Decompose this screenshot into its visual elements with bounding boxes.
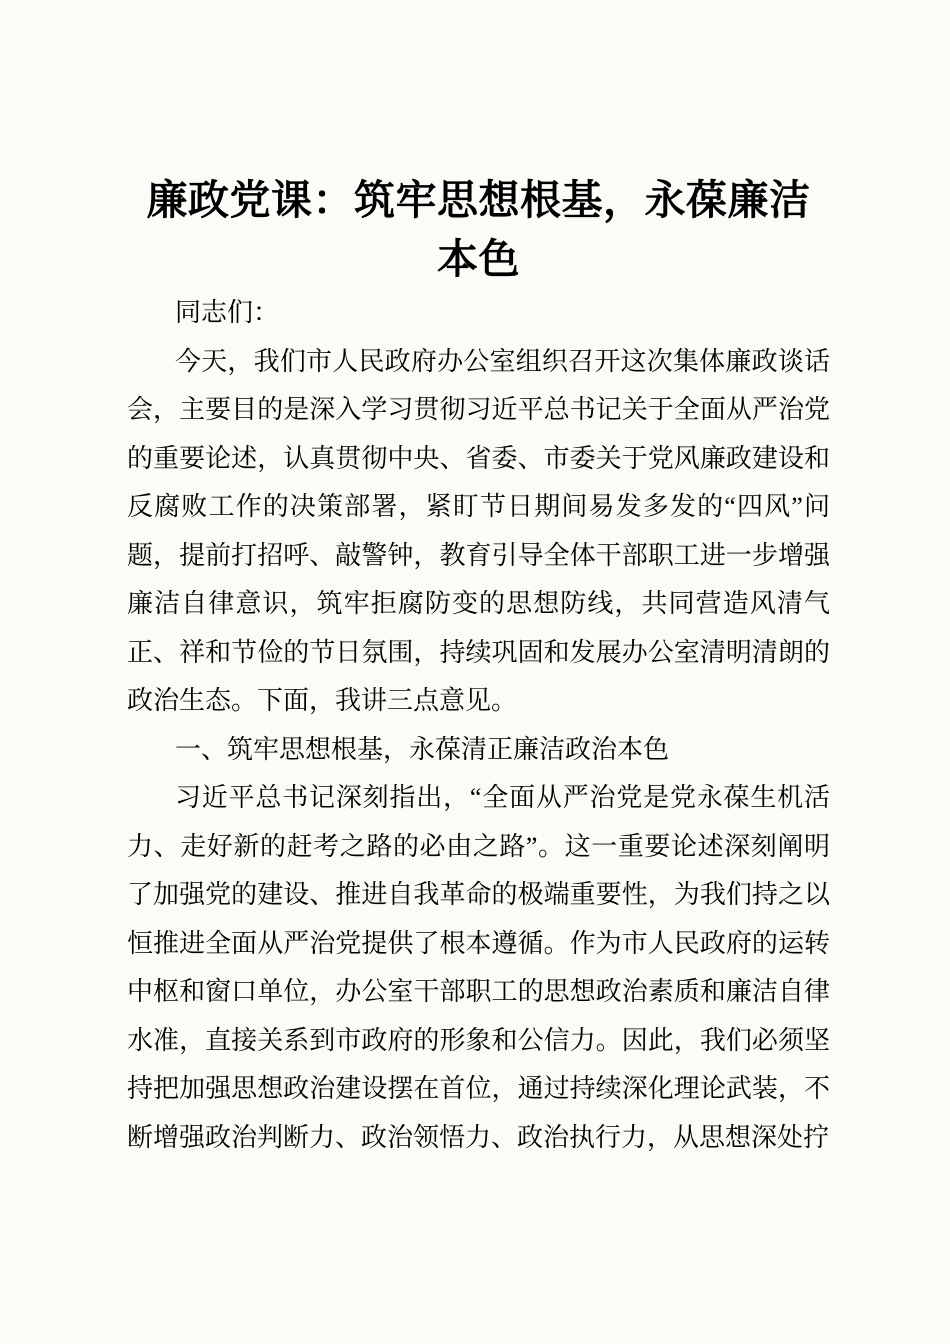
paragraph-salutation: 同志们： — [175, 298, 280, 327]
section-heading-1: 一、筑牢思想根基，永葆清正廉洁政治本色 — [175, 734, 670, 764]
paragraph-intro: 今天，我们市人民政府办公室组织召开这次集体廉政谈话会，主要目的是深入学习贯彻习近平总书记关于全面从严治党的重要论述，认真贯彻中央、省委、市委关于党风廉政建设和反腐败工作的决策部署，紧盯节日期间易发多发的“四风”问题，提前打招呼、敲警钟，教育引导全体干部职工进一步增强廉洁自律意识，筑牢拒腐防变的思想防线，共同营造风清气正、祥和节俭的节日氛围，持续巩固和发展办公室清明清朗的政治生态。下面，我讲三点意见。 — [127, 346, 830, 715]
document-title: 廉政党课：筑牢思想根基，永葆廉洁本色 — [146, 177, 811, 282]
paragraph-section-1-body: 习近平总书记深刻指出，“全面从严治党是党永葆生机活力、走好新的赶考之路的必由之路”。这一重要论述深刻阐明了加强党的建设、推进自我革命的极端重要性，为我们持之以恒推进全面从严治党提供了根本遵循。作为市人民政府的运转中枢和窗口单位，办公室干部职工的思想政治素质和廉洁自律水准，直接关系到市政府的形象和公信力。因此，我们必须坚持把加强思想政治建设摆在首位，通过持续深化理论武装，不断增强政治判断力、政治领悟力、政治执行力，从思想深处拧 — [127, 783, 830, 1152]
document-body — [127, 289, 830, 1162]
